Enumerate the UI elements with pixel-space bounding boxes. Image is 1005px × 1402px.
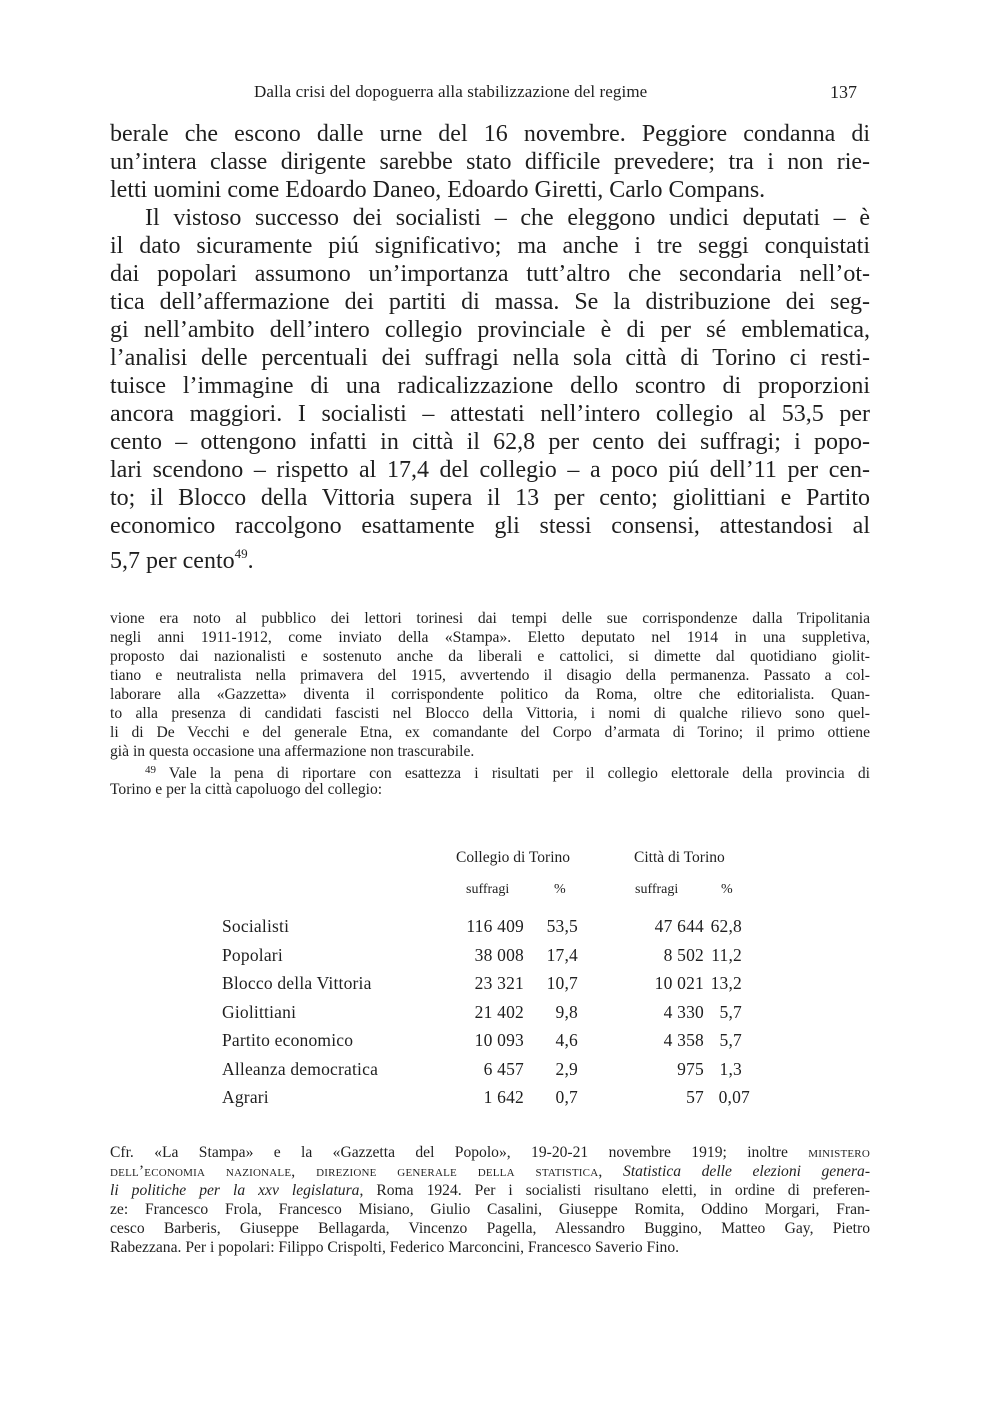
source-note [110, 1143, 870, 1257]
footnote-49 [110, 761, 870, 799]
table-cell: 11,2 [711, 945, 742, 965]
text-line: to; il Blocco della Vittoria supera il 13 per cento; giolittiani e Partito [110, 485, 870, 511]
party-name: Socialisti [222, 916, 290, 936]
footnote-number: 49 [145, 764, 156, 776]
table-cell: 4,6 [555, 1030, 578, 1050]
table-cell: 5,7 [719, 1002, 742, 1022]
column-header: suffragi [466, 882, 510, 897]
text-fragment: Cfr. «La Stampa» e la «Gazzetta del Popolo», 19-20-21 novembre 1919; inoltre [110, 1144, 788, 1161]
party-name: Blocco della Vittoria [222, 973, 372, 993]
text-line: economico raccolgono esattamente gli stessi consensi, attestandosi al [110, 513, 870, 539]
column-header: % [721, 882, 733, 897]
table-cell: 13,2 [710, 973, 742, 993]
running-title: Dalla crisi del dopoguerra alla stabilizzazione del regime [254, 82, 648, 101]
text-line: un’intera classe dirigente sarebbe stato difficile prevedere; tra i non rie- [110, 149, 870, 175]
table-cell: 10,7 [546, 973, 578, 993]
text-fragment: ministero [808, 1144, 870, 1161]
note-line: laborare alla «Gazzetta» diventa il corrispondente politico da Roma, oltre che editorialista. Quan- [110, 686, 870, 703]
text-line: tuisce l’immagine di una radicalizzazione dello scontro di proporzioni [110, 373, 870, 399]
note-line [110, 1143, 870, 1162]
text-line: il dato sicuramente piú significativo; ma anche i tre seggi conquistati [110, 233, 870, 259]
table-cell: 38 008 [474, 945, 524, 965]
footnote-continuation [110, 609, 870, 799]
note-line [110, 1181, 870, 1200]
note-line: Rabezzana. Per i popolari: Filippo Crispolti, Federico Marconcini, Francesco Saverio Fino. [110, 1239, 680, 1256]
column-group-header: Città di Torino [634, 849, 725, 866]
text-fragment: Vale la pena di riportare con esattezza i risultati per il collegio elettorale della provincia di [168, 765, 870, 782]
table-cell: 4 358 [663, 1030, 704, 1050]
text-fragment: . [247, 548, 254, 574]
text-line: letti uomini come Edoardo Daneo, Edoardo Giretti, Carlo Compans. [110, 177, 766, 203]
table-cell: 116 409 [466, 916, 524, 936]
text-line [110, 540, 870, 574]
footnote-reference[interactable]: 49 [234, 546, 248, 561]
table-cell: 62,8 [710, 916, 742, 936]
note-line: li di De Vecchi e del generale Etna, ex comandante del Corpo d’armata di Torino; il primo ottiene [110, 724, 870, 741]
note-line: proposto dai nazionalisti e sostenuto anche da liberali e cattolici, si dimette dal quotidiano giolit- [110, 648, 870, 665]
table-cell: 4 330 [663, 1002, 704, 1022]
table-cell: 47 644 [654, 916, 704, 936]
note-line: negli anni 1911-1912, come inviato della «Stampa». Eletto deputato nel 1914 in una suppletiva, [110, 629, 870, 646]
table-cell: 1,3 [719, 1059, 742, 1079]
note-line: cesco Barberis, Giuseppe Bellagarda, Vincenzo Pagella, Alessandro Buggino, Matteo Gay, Pietro [110, 1220, 870, 1237]
text-line: lari scendono – rispetto al 17,4 del collegio – a poco piú dell’11 per cen- [110, 457, 870, 483]
text-line: l’analisi delle percentuali dei suffragi nella sola città di Torino ci resti- [110, 345, 870, 371]
party-name: Agrari [222, 1087, 269, 1107]
table-cell: 23 321 [474, 973, 524, 993]
text-line: Il vistoso successo dei socialisti – che eleggono undici deputati – è [145, 205, 870, 231]
column-header: suffragi [635, 882, 679, 897]
text-fragment: dell’economia nazionale, direzione generale della statistica, [110, 1163, 603, 1180]
table-cell: 10 093 [474, 1030, 524, 1050]
note-line: già in questa occasione una affermazione non trascurabile. [110, 743, 475, 760]
note-line: Torino e per la città capoluogo del collegio: [110, 781, 383, 798]
text-line: gi nell’ambito dell’intero collegio provinciale è di per sé emblematica, [110, 317, 870, 343]
column-group-header: Collegio di Torino [456, 849, 571, 866]
note-line [110, 1162, 870, 1181]
party-name: Partito economico [222, 1030, 354, 1050]
note-line [110, 761, 870, 780]
table-cell: 53,5 [546, 916, 578, 936]
text-line: ancora maggiori. I socialisti – attestati nell’intero collegio al 53,5 per [110, 401, 870, 427]
party-name: Popolari [222, 945, 283, 965]
page-number: 137 [830, 82, 857, 102]
text-fragment: li politiche per la xxv legislatura [110, 1182, 360, 1199]
main-text [110, 120, 870, 574]
table-cell: 17,4 [546, 945, 578, 965]
table-cell: 975 [677, 1059, 704, 1079]
table-cell: 21 402 [474, 1002, 524, 1022]
text-line: dai popolari assumono un’importanza tutt’altro che secondaria nell’ot- [110, 261, 870, 287]
table-cell: 0,7 [555, 1087, 578, 1107]
table-cell: 5,7 [719, 1030, 742, 1050]
table-cell: 6 457 [483, 1059, 524, 1079]
table-cell: 10 021 [654, 973, 704, 993]
note-line: to alla presenza di candidati fascisti nel Blocco della Vittoria, i nomi di qualche rilievo sono quel- [110, 705, 870, 722]
table-cell: 1 642 [483, 1087, 524, 1107]
note-line: ze: Francesco Frola, Francesco Misiano, Giulio Casalini, Giuseppe Romita, Oddino Morgari, Fran- [110, 1201, 870, 1218]
text-fragment: Statistica delle elezioni genera- [623, 1163, 871, 1180]
table-cell: 57 [686, 1087, 704, 1107]
table-cell: 2,9 [555, 1059, 578, 1079]
note-line: tiano e neutralista nella primavera del 1915, avvertendo il disagio della permanenza. Passato a col- [110, 667, 870, 684]
column-header: % [554, 882, 566, 897]
text-line: berale che escono dalle urne del 16 novembre. Peggiore condanna di [110, 121, 870, 147]
text-fragment: 5,7 per cento [110, 548, 235, 574]
note-line: vione era noto al pubblico dei lettori torinesi dai tempi delle sue corrispondenze dalla Tripolitania [110, 610, 870, 627]
text-line: tica dell’affermazione dei partiti di massa. Se la distribuzione dei seg- [110, 289, 870, 315]
table-cell: 9,8 [555, 1002, 578, 1022]
text-line: cento – ottengono infatti in città il 62,8 per cento dei suffragi; i popo- [110, 429, 870, 455]
party-name: Giolittiani [222, 1002, 297, 1022]
text-fragment: , Roma 1924. Per i socialisti risultano eletti, in ordine di preferen- [359, 1182, 870, 1199]
party-name: Alleanza democratica [222, 1059, 379, 1079]
table-cell: 8 502 [663, 945, 704, 965]
table-cell: 0,07 [718, 1087, 750, 1107]
